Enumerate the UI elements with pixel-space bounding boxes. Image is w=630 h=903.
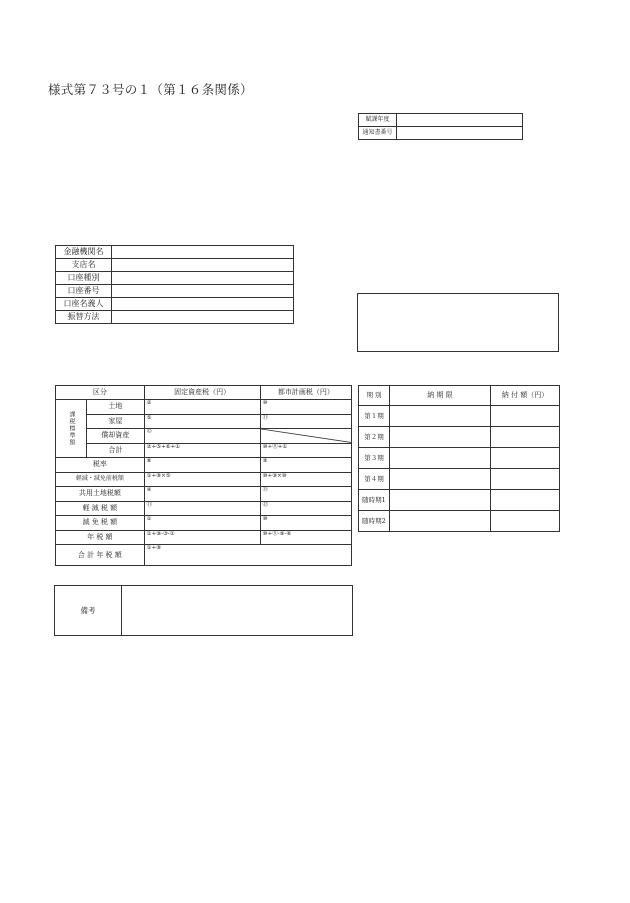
table-row [359,427,560,448]
tax-header-row [56,386,352,400]
amount-cell [491,490,560,511]
table-row [56,530,352,545]
bank-value[interactable] [112,246,294,259]
amount-cell [491,427,560,448]
bank-label: 口座種別 [56,272,112,285]
row-label: 共用土地税額 [56,487,145,502]
due-cell [390,427,491,448]
fixed-value: ④ [144,487,260,502]
bank-label: 支店名 [56,259,112,272]
row-label: 年 税 額 [56,530,145,545]
row-label: 軽減・減免前税額 [56,472,145,487]
row-label: 減 免 税 額 [56,516,145,531]
period-label: 随時期1 [359,490,390,511]
header-due: 納 期 限 [390,386,491,406]
header-period: 期 別 [359,386,390,406]
side-label-tax-base: 課税標準額 [56,400,87,458]
period-label: 第３期 [359,448,390,469]
table-row [56,429,352,444]
bank-row [56,259,294,272]
fixed-value: ⑪ [144,501,260,516]
city-value: ⑮ [260,487,351,502]
bank-value[interactable] [112,259,294,272]
payment-table [358,385,560,532]
bank-row [56,298,294,311]
city-value: ⑫ [260,501,351,516]
table-row [56,487,352,502]
fixed-value: ② [144,400,260,415]
diagonal-line [261,429,351,443]
notice-row-number [359,127,523,140]
remarks-label: 備考 [55,586,122,635]
table-row [56,458,352,473]
notice-value-number[interactable] [397,127,523,140]
row-label: 償却資産 [87,429,145,444]
table-row [56,414,352,429]
bank-value[interactable] [112,311,294,324]
notice-value-year[interactable] [397,114,523,127]
fixed-value: ⑤ [144,414,260,429]
form-title: 様式第７３号の１（第１６条関係） [48,82,253,97]
table-row [56,400,352,415]
bank-label: 口座番号 [56,285,112,298]
notice-label-number: 通知書番号 [359,127,397,140]
tax-table [55,385,352,566]
period-label: 第４期 [359,469,390,490]
bank-row [56,272,294,285]
bank-value[interactable] [112,298,294,311]
due-cell [390,448,491,469]
fixed-value: © [144,429,260,444]
bank-row [56,246,294,259]
row-label: 合計 [87,443,145,458]
table-row [359,406,560,427]
fixed-value: ①+⑨-③-① [144,530,260,545]
amount-cell [491,406,560,427]
bank-row [56,311,294,324]
total-label: 合 計 年 税 額 [56,545,145,566]
city-value: ⑩ [260,400,351,415]
bank-value[interactable] [112,285,294,298]
notice-box [358,113,523,140]
city-value: ⑩ [260,516,351,531]
row-label: 家屋 [87,414,145,429]
city-value-na [260,429,351,444]
header-fixed-asset: 固定資産税（円） [144,386,260,400]
header-amount: 納 付 額（円） [491,386,560,406]
table-row [56,472,352,487]
bank-label: 金融機関名 [56,246,112,259]
bank-value[interactable] [112,272,294,285]
payment-header-row [359,386,560,406]
fixed-value: ①+⑧×⑤ [144,472,260,487]
period-label: 第１期 [359,406,390,427]
due-cell [390,511,491,532]
bank-info-table [55,245,294,324]
amount-cell [491,448,560,469]
header-category: 区分 [56,386,145,400]
table-row [359,511,560,532]
period-label: 第２期 [359,427,390,448]
city-value: ⑩+⑪-⑨-⑥ [260,530,351,545]
table-row [56,443,352,458]
fixed-value: ⑧ [144,458,260,473]
due-cell [390,490,491,511]
city-value: ⑨ [260,458,351,473]
address-box [357,293,559,352]
bank-row [56,285,294,298]
notice-label-year: 賦課年度 [359,114,397,127]
table-row [359,448,560,469]
due-cell [390,406,491,427]
total-value: ①+⑧ [144,545,351,566]
remarks-box [54,585,353,636]
row-label: 税率 [56,458,145,473]
fixed-value: ②+⑤+⑥+① [144,443,260,458]
fixed-value: ① [144,516,260,531]
city-value: ⑩+⑨×⑩ [260,472,351,487]
row-label: 軽 減 税 額 [56,501,145,516]
bank-label: 振替方法 [56,311,112,324]
amount-cell [491,469,560,490]
due-cell [390,469,491,490]
table-row [56,516,352,531]
table-row [56,501,352,516]
city-value: ⑪ [260,414,351,429]
table-row [359,490,560,511]
period-label: 随時期2 [359,511,390,532]
notice-row-year [359,114,523,127]
bank-label: 口座名義人 [56,298,112,311]
amount-cell [491,511,560,532]
row-label: 土地 [87,400,145,415]
header-city-planning: 都市計画税（円） [260,386,351,400]
table-row-total [56,545,352,566]
city-value: ⑩+⑪+① [260,443,351,458]
table-row [359,469,560,490]
